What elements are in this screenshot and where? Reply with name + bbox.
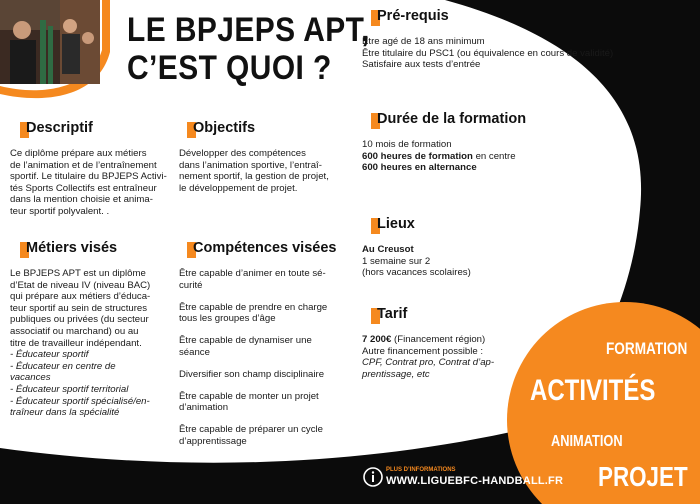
info-label: PLUS D’INFORMATIONS [386,467,456,473]
keyword-animation: ANIMATION [551,433,623,450]
competence-item: Être capable d’animer en toute sé- curité [179,268,326,291]
info-icon [363,467,383,487]
duree-text: 10 mois de formation 600 heures de formation en centre 600 heures en alternance [362,139,516,174]
competences-list [179,268,349,458]
competence-item: Diversifier son champ disciplinaire [179,368,325,380]
page-title-line-2: C’EST QUOI ? [127,49,332,87]
duree-heading: Durée de la formation [377,111,526,127]
lieux-heading: Lieux [377,216,415,232]
competence-item: Être capable de dynamiser une séance [179,335,312,358]
descriptif-heading: Descriptif [26,120,93,136]
competences-heading: Compétences visées [193,240,336,256]
metiers-heading: Métiers visés [26,240,117,256]
metiers-text: Le BPJEPS APT est un diplôme d’Etat de niveau IV (niveau BAC) qui prépare aux métiers d’éduca- teur sportif au sein de structures publiques ou privées (du secteur associatif ou marchand) ou au titre de travailleur indépendant. - Éducateur sportif - Éducateur en centre de vacances - Éducateur sportif territorial - Éducateur sportif spécialisé/en- traîneur dans la spécialité [10,268,151,419]
competence-item: Être capable de préparer un cycle d’apprentissage [179,424,323,447]
descriptif-text: Ce diplôme prépare aux métiers de l’animation et de l’entraînement sportif. Le titulaire du BPJEPS Activi- tés Sports Collectifs est entraîneur dans la mention choisie et anima- teur sportif polyvalent. . [10,148,167,217]
tarif-text: 7 200€ (Financement région) Autre financement possible : CPF, Contrat pro, Contrat d’ap- prentissage, etc [362,334,495,380]
lieux-text: Au Creusot 1 semaine sur 2 (hors vacances scolaires) [362,244,471,279]
page-title-line-1: LE BPJEPS APT, [127,11,370,49]
keyword-projet: PROJET [598,461,688,492]
prerequis-heading: Pré-requis [377,8,449,24]
competence-item: Être capable de prendre en charge tous les groupes d’âge [179,301,328,325]
website-link[interactable]: WWW.LIGUEBFC-HANDBALL.FR [386,475,564,487]
keyword-formation: FORMATION [606,339,688,358]
tarif-heading: Tarif [377,306,407,322]
keyword-activites: ACTIVITÉS [530,374,656,407]
training-photo [0,0,100,84]
page-title [127,11,370,87]
objectifs-heading: Objectifs [193,120,255,136]
prerequis-text: Être agé de 18 ans minimum Être titulaire du PSC1 (ou équivalence en cours de validité) Satisfaire aux tests d’entrée [362,36,614,71]
competence-item: Être capable de monter un projet d’animation [179,390,319,414]
objectifs-text: Développer des compétences dans l’animation sportive, l’entraî- nement sportif, la gestion de projet, le développement de projet. [179,148,329,194]
